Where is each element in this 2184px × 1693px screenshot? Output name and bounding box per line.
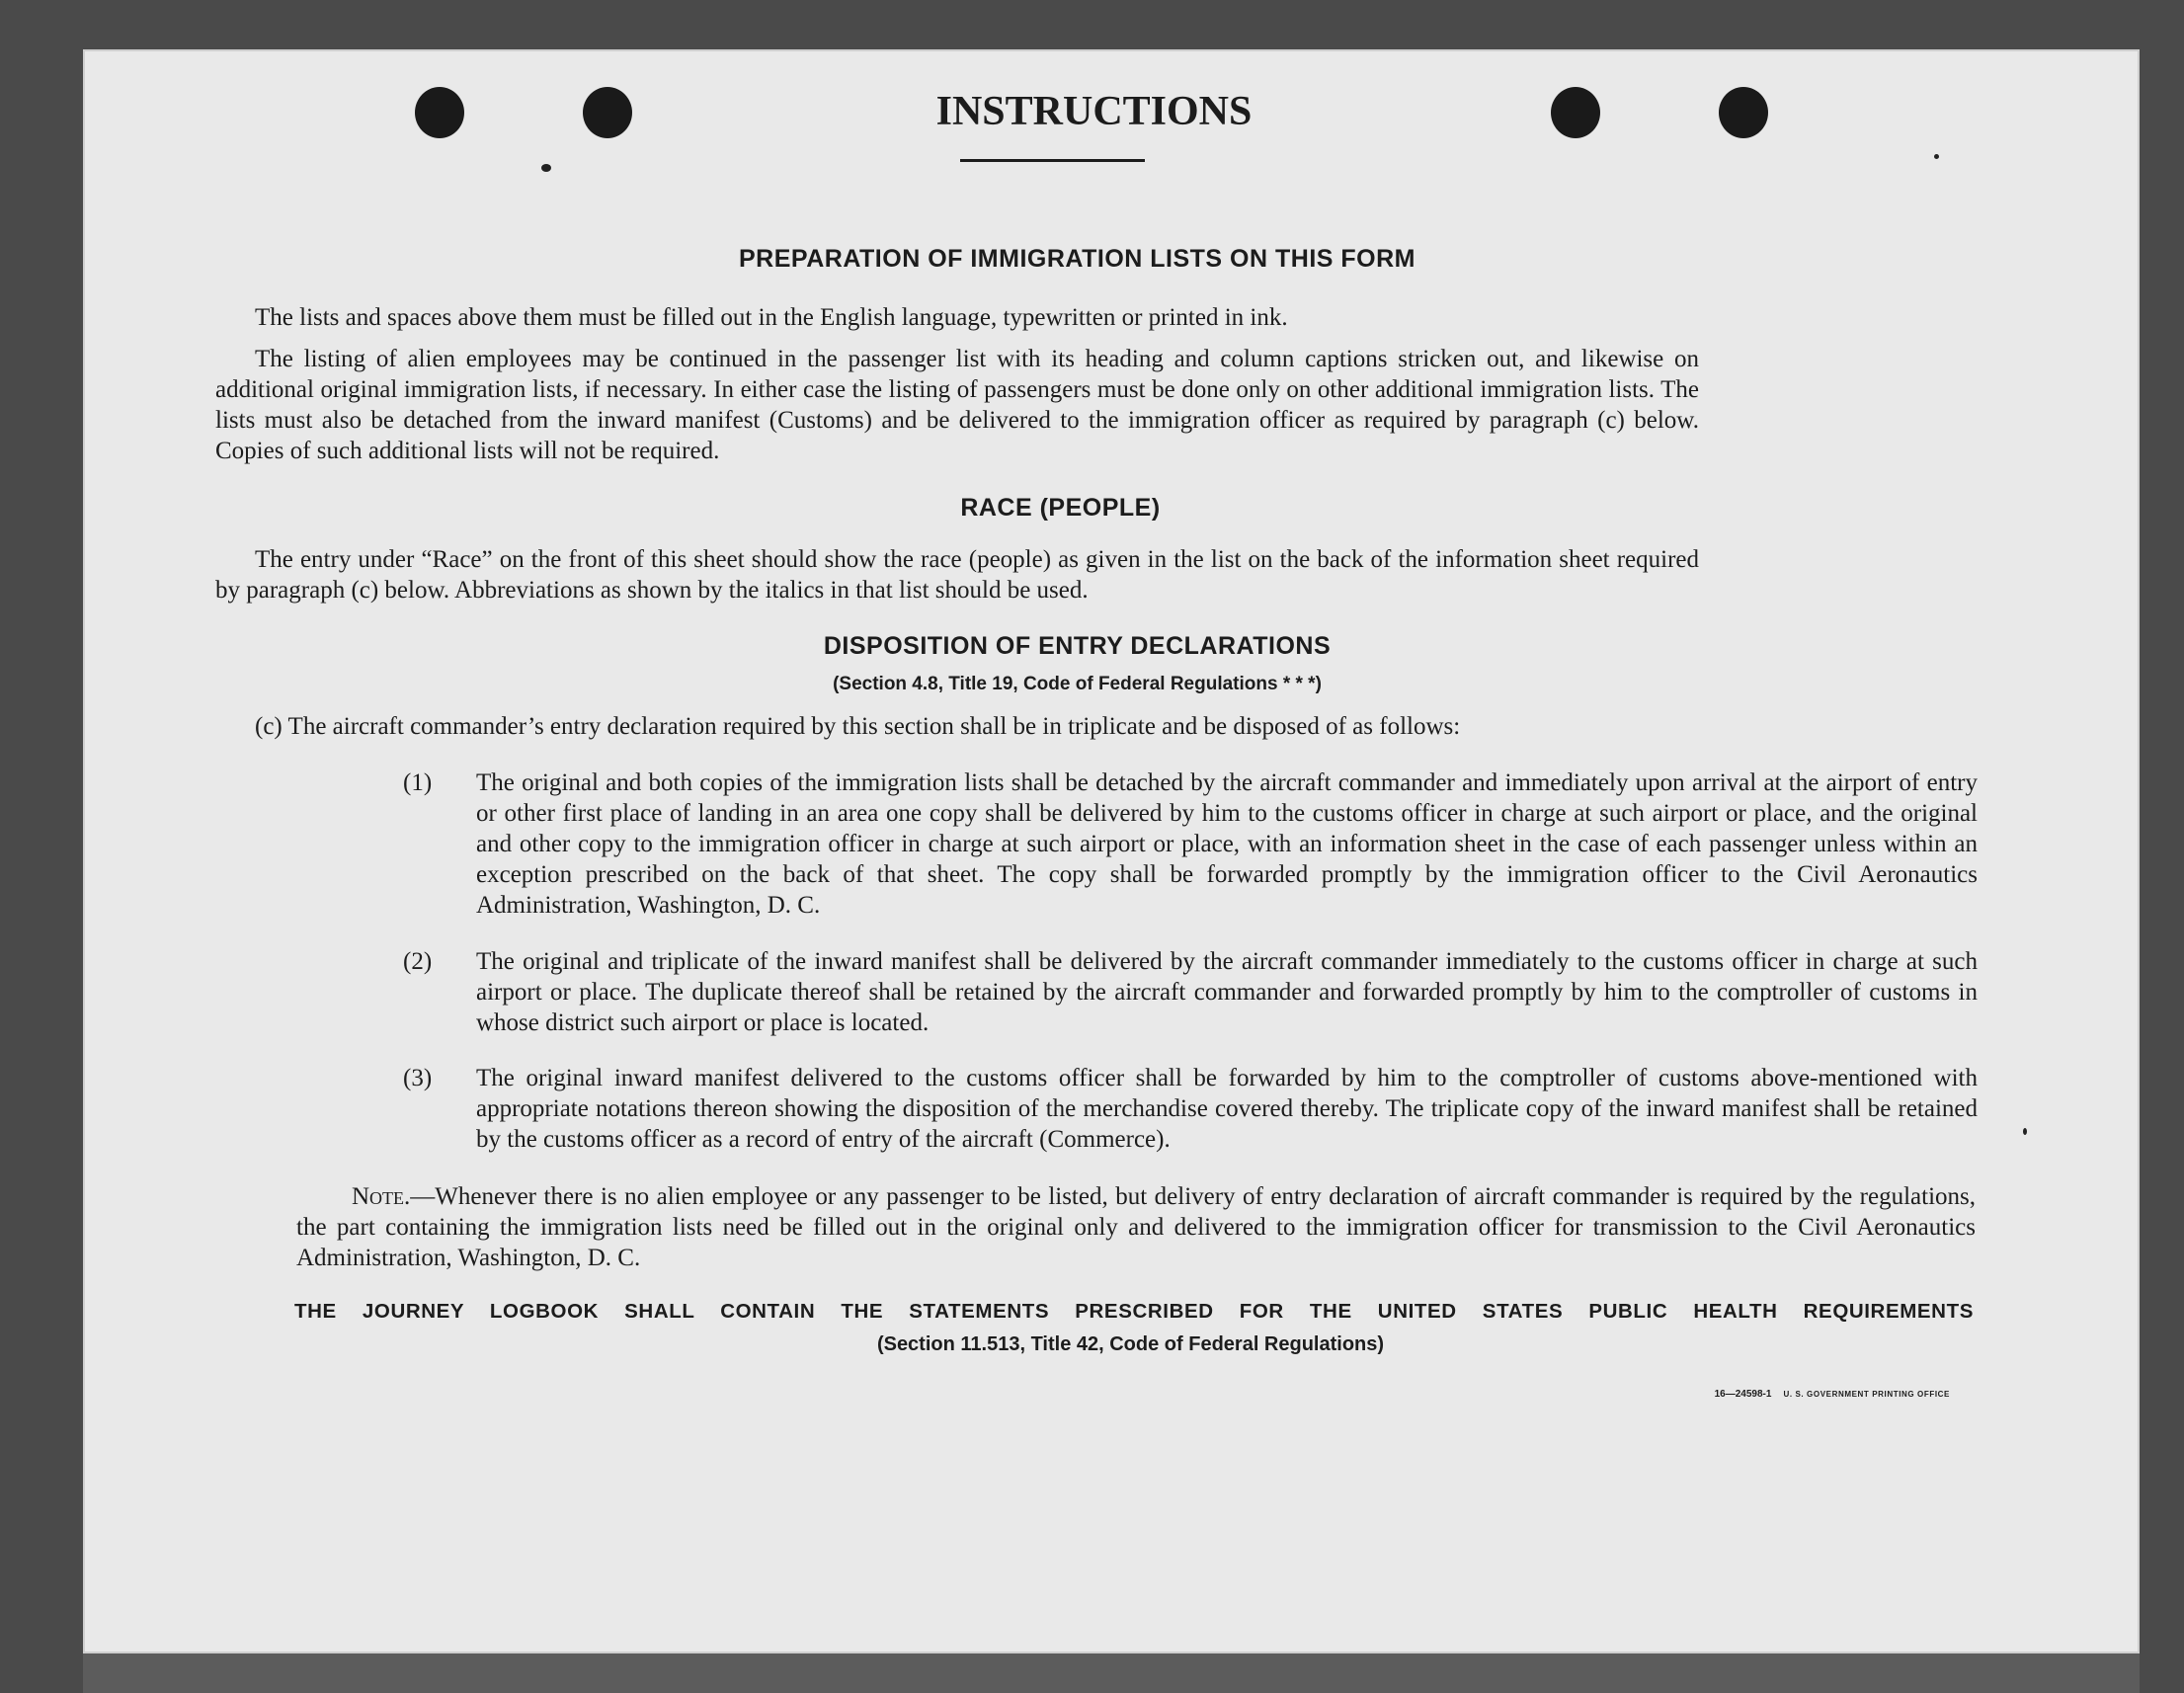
item-text: The original inward manifest delivered to the customs officer shall be forwarded by him to the comptroller of customs above-mentioned with appropriate notations thereon showing the disposition of the merchandise covered thereby. The triplicate copy of the inward manifest shall be retained by the customs officer as a record of entry of the aircraft (Commerce). [476, 1065, 1978, 1153]
printer-name: U. S. GOVERNMENT PRINTING OFFICE [1783, 1390, 1950, 1399]
preparation-paragraph-1 [215, 302, 1699, 333]
race-paragraph [215, 544, 1699, 605]
item-text: The original and both copies of the immigration lists shall be detached by the aircraft commander and immediately upon arrival at the airport of entry or other first place of landing in an area one copy shall be delivered by him to the customs officer in charge at such airport or place, and the original and other copy to the immigration officer in charge at such airport or place, with an information sheet in the case of each passenger unless within an exception prescribed on the back of that sheet. The copy shall be forwarded promptly by the immigration officer to the Civil Aeronautics Administration, Washington, D. C. [476, 769, 1978, 919]
item-number: (1) [403, 769, 433, 796]
disposition-item-2 [403, 946, 1978, 1038]
scan-edge [83, 1653, 2140, 1693]
printer-imprint [1663, 1389, 1950, 1400]
form-number: 16—24598-1 [1714, 1389, 1772, 1400]
disposition-intro [215, 711, 1699, 742]
ink-speck [2023, 1128, 2027, 1135]
note-paragraph [296, 1181, 1976, 1273]
title-rule [960, 159, 1145, 162]
logbook-statement: THE JOURNEY LOGBOOK SHALL CONTAIN THE STATEMENTS PRESCRIBED FOR THE UNITED STATES PUBLIC HEALTH REQUIREMENTS [294, 1300, 1974, 1323]
disposition-intro-text: (c) The aircraft commander’s entry declaration required by this section shall be in triplicate and be disposed of as follows: [255, 713, 1461, 740]
race-paragraph-text: The entry under “Race” on the front of this sheet should show the race (people) as given in the list on the back of the information sheet required by paragraph (c) below. Abbreviations as shown by the italics in that list should be used. [215, 546, 1699, 604]
ink-speck [541, 164, 551, 172]
disposition-item-3 [403, 1063, 1978, 1155]
note-label: Note. [352, 1183, 411, 1210]
section-heading-disposition: DISPOSITION OF ENTRY DECLARATIONS [823, 632, 1332, 660]
ink-speck [1934, 154, 1939, 159]
item-number: (3) [403, 1065, 433, 1091]
preparation-paragraph-2 [215, 344, 1699, 466]
logbook-citation: (Section 11.513, Title 42, Code of Federal Regulations) [876, 1333, 1385, 1355]
note-text: —Whenever there is no alien employee or any passenger to be listed, but delivery of entry declaration of aircraft commander is required by the regulations, the part containing the immigration lists need be filled out in the original only and delivered to the immigration officer for transmission to the Civil Aeronautics Administration, Washington, D. C. [296, 1183, 1976, 1271]
item-number: (2) [403, 948, 433, 975]
disposition-item-1 [403, 767, 1978, 921]
section-heading-preparation: PREPARATION OF IMMIGRATION LISTS ON THIS FORM [739, 245, 1416, 273]
page-title: INSTRUCTIONS [935, 89, 1253, 134]
section-heading-race: RACE (PEOPLE) [960, 494, 1161, 522]
disposition-citation: (Section 4.8, Title 19, Code of Federal Regulations * * *) [833, 674, 1322, 694]
item-text: The original and triplicate of the inward manifest shall be delivered by the aircraft commander immediately to the customs officer in charge at such airport or place. The duplicate thereof shall be retained by the aircraft commander and forwarded promptly by him to the comptroller of customs in whose district such airport or place is located. [476, 948, 1978, 1036]
preparation-paragraph-1-text: The lists and spaces above them must be filled out in the English language, typewritten or printed in ink. [255, 304, 1288, 331]
preparation-paragraph-2-text: The listing of alien employees may be continued in the passenger list with its heading and column captions stricken out, and likewise on additional original immigration lists, if necessary. In either case the listing of passengers must be done only on other additional immigration lists. The lists must also be detached from the inward manifest (Customs) and be delivered to the immigration officer as required by paragraph (c) below. Copies of such additional lists will not be required. [215, 346, 1699, 464]
